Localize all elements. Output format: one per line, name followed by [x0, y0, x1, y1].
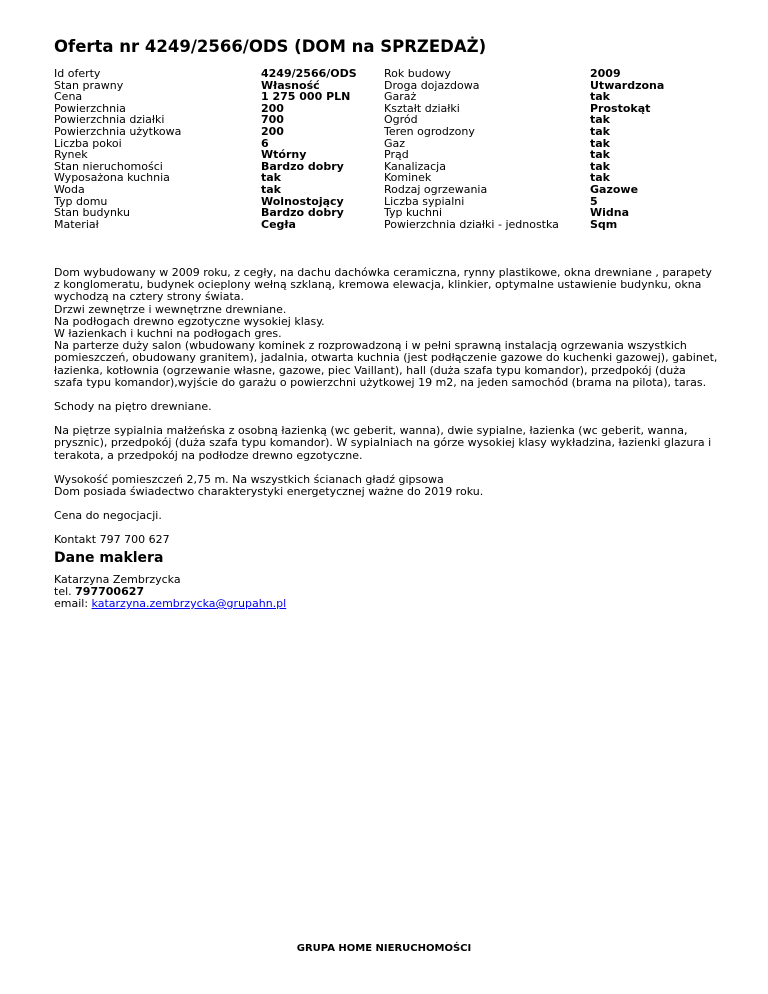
footer-brand: GRUPA HOME NIERUCHOMOŚCI — [296, 943, 472, 954]
attribute-row — [54, 80, 714, 92]
description-paragraph: Na piętrze sypialnia małżeńska z osobną łazienką (wc geberit, wanna), dwie sypialne, łazienka (wc geberit, wanna, prysznic), przedpokój (duża szafa typu komandor). W sypialniach na górze wysokiej klasy wykładzina, łazienki glazura i terakota, a przedpokój na podłodze drewno egzotyczne. — [54, 424, 712, 462]
agent-email-link[interactable]: katarzyna.zembrzycka@grupahn.pl — [91, 597, 287, 610]
attribute-label-right: Typ kuchni — [384, 207, 443, 219]
attribute-value-left: Wtórny — [261, 149, 307, 161]
agent-phone-value: 797700627 — [75, 585, 145, 598]
attribute-label-right: Droga dojazdowa — [384, 79, 480, 92]
attribute-row — [54, 149, 714, 161]
attribute-label-right: Kształt działki — [384, 102, 460, 115]
description — [54, 267, 718, 559]
attribute-value-right: Utwardzona — [590, 79, 665, 92]
agent-email-label: email: — [54, 597, 89, 610]
attribute-label-right: Ogród — [384, 114, 418, 126]
attribute-label-right: Gaz — [384, 137, 406, 150]
agent-name: Katarzyna Zembrzycka — [54, 573, 181, 586]
attribute-value-right: Sqm — [590, 218, 618, 231]
attribute-label-right: Powierzchnia działki - jednostka — [384, 218, 559, 231]
attribute-label-left: Cena — [54, 91, 83, 103]
attribute-row — [54, 103, 714, 115]
attribute-value-right: Widna — [590, 207, 630, 219]
attribute-row — [54, 138, 714, 150]
attribute-label-left: Powierzchnia działki — [54, 114, 165, 126]
attribute-value-right: tak — [590, 91, 610, 103]
attribute-value-right: tak — [590, 149, 610, 161]
attribute-label-left: Typ domu — [54, 195, 108, 208]
attribute-row — [54, 207, 714, 219]
agent-details — [54, 574, 286, 610]
description-paragraph: Cena do negocjacji. — [54, 509, 162, 523]
attribute-row — [54, 91, 714, 103]
attribute-label-left: Stan nieruchomości — [54, 160, 163, 173]
description-contact: Kontakt 797 700 627 — [54, 533, 170, 547]
attribute-label-left: Woda — [54, 183, 85, 196]
attribute-value-right: Prostokąt — [590, 102, 651, 115]
attribute-label-right: Rok budowy — [384, 68, 451, 80]
attributes-table — [54, 68, 714, 230]
description-paragraph: Wysokość pomieszczeń 2,75 m. Na wszystkich ścianach gładź gipsowa Dom posiada świadectwo charakterystyki energetycznej ważne do 2019 roku. — [54, 472, 484, 499]
agent-email — [54, 598, 286, 610]
attribute-row — [54, 184, 714, 196]
attribute-value-right: tak — [590, 172, 610, 184]
agent-phone-label: tel. — [54, 585, 72, 598]
attribute-value-left: 1 275 000 PLN — [261, 91, 351, 103]
attribute-row — [54, 172, 714, 184]
attribute-label-left: Rynek — [54, 149, 88, 161]
attribute-value-right: tak — [590, 114, 610, 126]
attribute-value-left: 6 — [261, 137, 269, 150]
attribute-value-right: tak — [590, 160, 610, 173]
attribute-label-left: Id oferty — [54, 68, 101, 80]
attribute-value-left: Cegła — [261, 218, 296, 231]
attribute-value-right: Gazowe — [590, 183, 639, 196]
attribute-value-left: tak — [261, 172, 281, 184]
attribute-value-right: tak — [590, 137, 610, 150]
attribute-label-right: Liczba sypialni — [384, 195, 465, 208]
attribute-label-left: Stan budynku — [54, 207, 130, 219]
attribute-value-left: 200 — [261, 125, 284, 138]
attribute-value-left: Bardzo dobry — [261, 207, 344, 219]
attribute-label-left: Wyposażona kuchnia — [54, 172, 170, 184]
attribute-value-left: 700 — [261, 114, 284, 126]
description-paragraph: Schody na piętro drewniane. — [54, 400, 212, 414]
attribute-row — [54, 161, 714, 173]
attribute-label-right: Garaż — [384, 91, 417, 103]
attribute-row — [54, 114, 714, 126]
attribute-label-left: Powierzchnia — [54, 102, 126, 115]
attribute-value-left: Wolnostojący — [261, 195, 344, 208]
description-paragraph: Dom wybudowany w 2009 roku, z cegły, na dachu dachówka ceramiczna, rynny plastikowe, okna drewniane , parapety z konglomeratu, budynek ocieplony wełną szklaną, kremowa elewacja, klinkier, optymalne ustawienie budynku, okna wychodzą na cztery strony świata. Drzwi zewnętrze i wewnętrzne drewniane. Na podłogach drewno egzotyczne wysokiej klasy. W łazienkach i kuchni na podłogach gres. Na parterze duży salon (wbudowany kominek z rozprowadzoną i w pełni sprawną instalacją ogrzewania wszystkich pomieszczeń, obudowany granitem), jadalnia, otwarta kuchnia (jest podłączenie gazowe do kuchenki gazowej), gabinet, łazienka, kotłownia (ogrzewanie własne, gazowe, piec Vaillant), hall (duża szafa typu komandor), przedpokój (duża szafa typu komandor),wyjście do garażu o powierzchni użytkowej 19 m2, na jeden samochód (brama na pilota), taras. — [54, 266, 718, 389]
attribute-value-right: tak — [590, 125, 610, 138]
attribute-label-right: Kanalizacja — [384, 160, 446, 173]
attribute-row — [54, 126, 714, 138]
attribute-value-left: tak — [261, 183, 281, 196]
attribute-value-left: Własność — [261, 79, 320, 92]
agent-heading: Dane maklera — [54, 550, 164, 566]
attribute-value-left: 4249/2566/ODS — [261, 68, 357, 80]
page-title: Oferta nr 4249/2566/ODS (DOM na SPRZEDAŻ) — [54, 37, 487, 56]
attribute-value-left: Bardzo dobry — [261, 160, 344, 173]
attribute-label-right: Rodzaj ogrzewania — [384, 183, 488, 196]
attribute-label-left: Stan prawny — [54, 79, 124, 92]
attribute-value-right: 5 — [590, 195, 598, 208]
attribute-value-right: 2009 — [590, 68, 621, 80]
attribute-label-right: Teren ogrodzony — [384, 125, 475, 138]
attribute-value-left: 200 — [261, 102, 284, 115]
attribute-row — [54, 219, 714, 231]
attribute-label-right: Prąd — [384, 149, 409, 161]
attribute-label-left: Materiał — [54, 218, 99, 231]
attribute-label-left: Powierzchnia użytkowa — [54, 125, 182, 138]
attribute-label-left: Liczba pokoi — [54, 137, 122, 150]
attribute-label-right: Kominek — [384, 172, 432, 184]
attribute-row — [54, 196, 714, 208]
attribute-row — [54, 68, 714, 80]
